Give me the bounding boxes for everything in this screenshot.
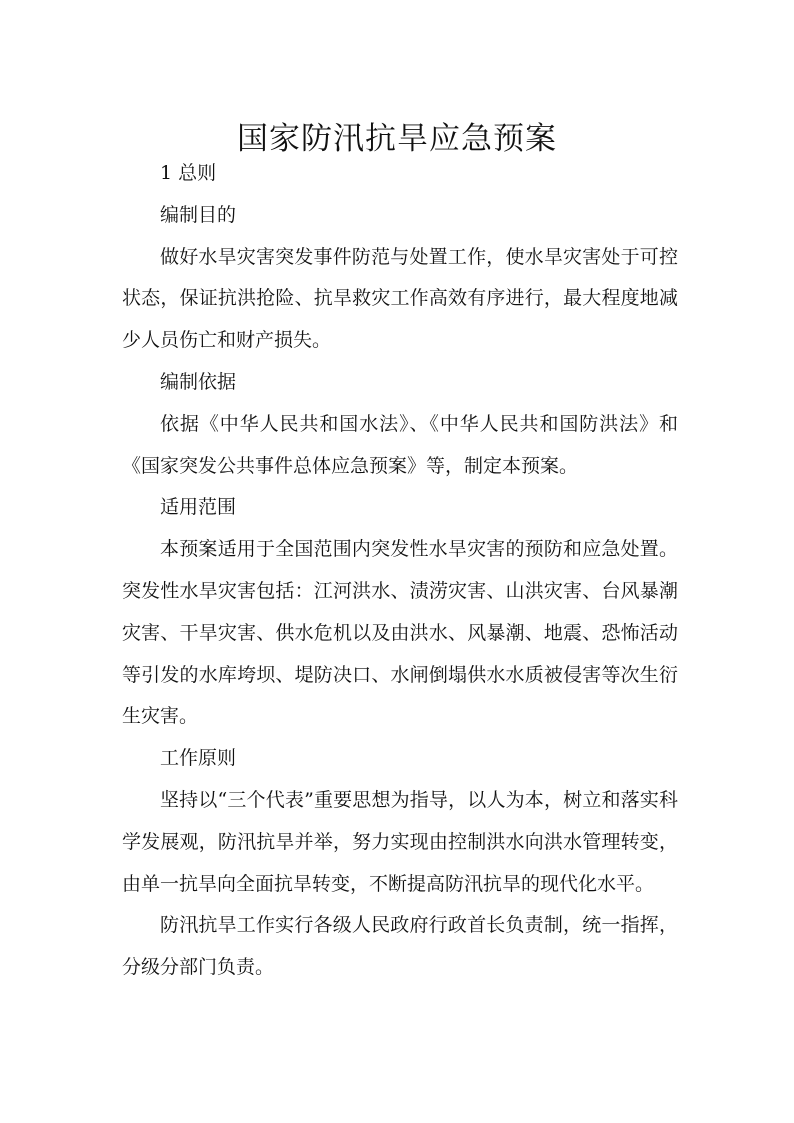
subsection-heading-purpose: 编制目的 — [160, 203, 237, 226]
section-heading-general: 1 总则 — [160, 162, 217, 184]
document-body — [122, 153, 678, 989]
subsection-heading-principles: 工作原则 — [160, 747, 237, 770]
paragraph-purpose: 做好水旱灾害突发事件防范与处置工作，使水旱灾害处于可控状态，保证抗洪抢险、抗旱救灾工作高效有序进行，最大程度地减少人员伤亡和财产损失。 — [122, 245, 678, 352]
paragraph-principles-2: 防汛抗旱工作实行各级人民政府行政首长负责制，统一指挥，分级分部门负责。 — [122, 914, 678, 979]
subsection-heading-basis: 编制依据 — [160, 370, 237, 393]
paragraph-principles-1: 坚持以“三个代表”重要思想为指导，以人为本，树立和落实科学发展观，防汛抗旱并举，努力实现由控制洪水向洪水管理转变，由单一抗旱向全面抗旱转变，不断提高防汛抗旱的现代化水平。 — [122, 788, 678, 895]
document-title: 国家防汛抗旱应急预案 — [237, 120, 557, 157]
subsection-heading-scope: 适用范围 — [160, 496, 237, 519]
paragraph-basis: 依据《中华人民共和国水法》、《中华人民共和国防洪法》和《国家突发公共事件总体应急预案》等，制定本预案。 — [122, 412, 678, 477]
paragraph-scope: 本预案适用于全国范围内突发性水旱灾害的预防和应急处置。突发性水旱灾害包括：江河洪水、渍涝灾害、山洪灾害、台风暴潮灾害、干旱灾害、供水危机以及由洪水、风暴潮、地震、恐怖活动等引发的水库垮坝、堤防决口、水闸倒塌供水水质被侵害等次生衍生灾害。 — [122, 538, 678, 728]
